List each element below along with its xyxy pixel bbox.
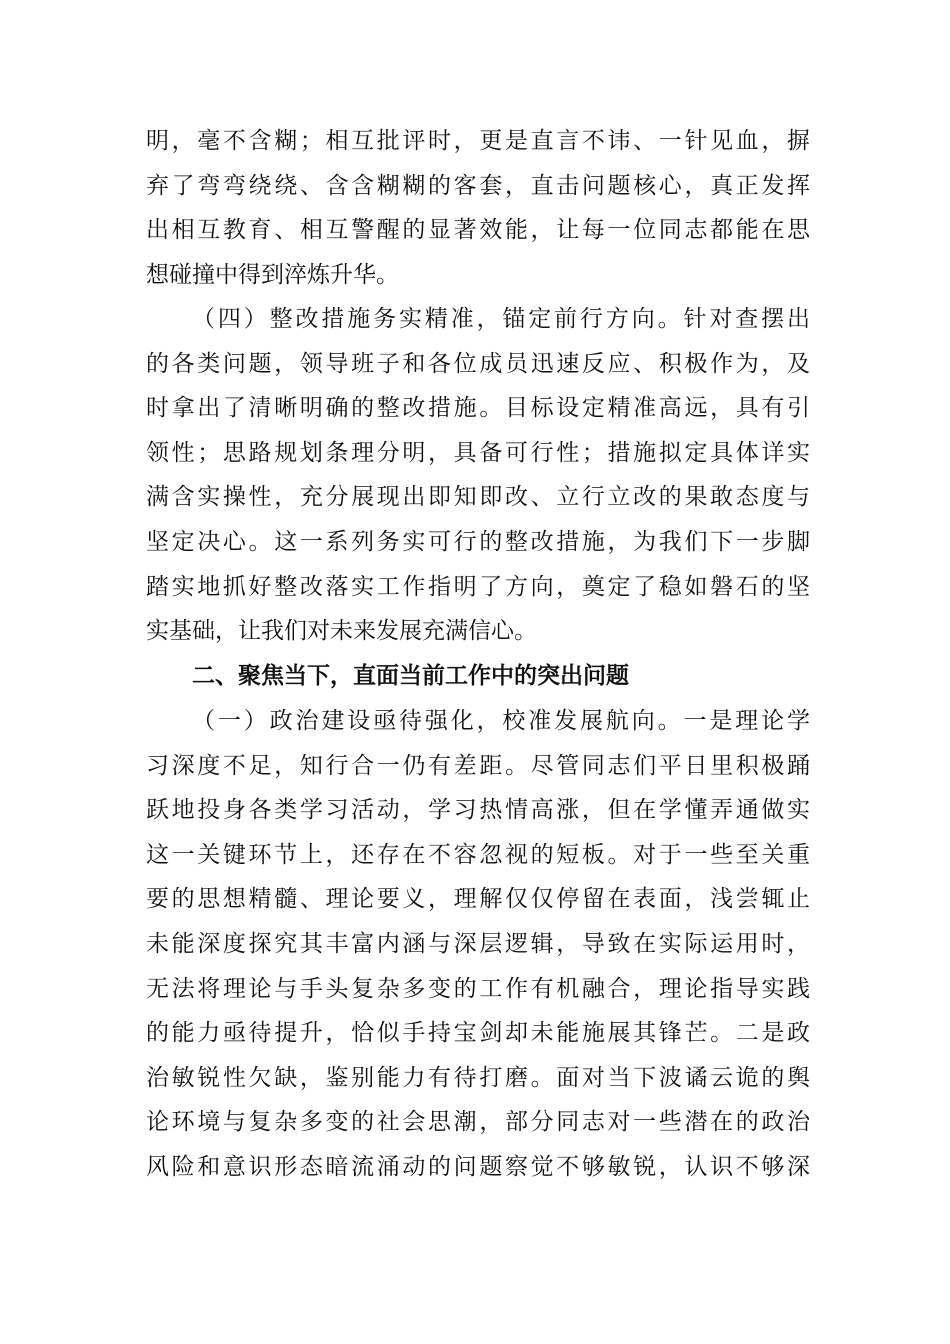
text-line: （一）政治建设亟待强化，校准发展航向。一是理论学 bbox=[192, 708, 810, 734]
heading-text: 二、聚焦当下，直面当前工作中的突出问题 bbox=[192, 663, 629, 689]
paragraph-rectification-measures bbox=[146, 297, 810, 654]
text-line: 这一关键环节上，还存在不容忽视的短板。对于一些至关重 bbox=[146, 841, 810, 868]
text-line: 论环境与复杂多变的社会思潮，部分同志对一些潜在的政治 bbox=[146, 1109, 810, 1136]
text-line: 要的思想精髓、理论要义，理解仅仅停留在表面，浅尝辄止 bbox=[146, 886, 810, 913]
text-line: 踏实地抓好整改落实工作指明了方向，奠定了稳如磐石的坚 bbox=[146, 573, 810, 600]
text-line: 风险和意识形态暗流涌动的问题察觉不够敏锐，认识不够深 bbox=[146, 1153, 810, 1180]
text-line: 时拿出了清晰明确的整改措施。目标设定精准高远，具有引 bbox=[146, 395, 810, 422]
text-line: 习深度不足，知行合一仍有差距。尽管同志们平日里积极踊 bbox=[146, 752, 810, 779]
text-line: 实基础，让我们对未来发展充满信心。 bbox=[146, 618, 537, 645]
text-line: 想碰撞中得到淬炼升华。 bbox=[146, 261, 399, 288]
text-line: 弃了弯弯绕绕、含含糊糊的客套，直击问题核心，真正发挥 bbox=[146, 172, 810, 199]
text-line: 的能力亟待提升，恰似手持宝剑却未能施展其锋芒。二是政 bbox=[146, 1020, 810, 1047]
text-line: 坚定决心。这一系列务实可行的整改措施，为我们下一步脚 bbox=[146, 528, 810, 555]
text-line: 无法将理论与手头复杂多变的工作有机融合，理论指导实践 bbox=[146, 975, 810, 1002]
text-line: 未能深度探究其丰富内涵与深层逻辑，导致在实际运用时， bbox=[146, 930, 810, 957]
text-line: 出相互教育、相互警醒的显著效能，让每一位同志都能在思 bbox=[146, 217, 810, 244]
section-heading bbox=[146, 654, 810, 699]
text-line: 跃地投身各类学习活动，学习热情高涨，但在学懂弄通做实 bbox=[146, 797, 810, 824]
text-line: 领性；思路规划条理分明，具备可行性；措施拟定具体详实 bbox=[146, 439, 810, 466]
text-line: 明，毫不含糊；相互批评时，更是直言不讳、一针见血，摒 bbox=[146, 128, 810, 154]
paragraph-continuation bbox=[146, 119, 810, 297]
text-line: 治敏锐性欠缺，鉴别能力有待打磨。面对当下波谲云诡的舆 bbox=[146, 1064, 810, 1091]
text-line: 的各类问题，领导班子和各位成员迅速反应、积极作为，及 bbox=[146, 350, 810, 377]
text-line: 满含实操性，充分展现出即知即改、立行立改的果敢态度与 bbox=[146, 484, 810, 511]
paragraph-political-construction bbox=[146, 699, 810, 1190]
text-line: （四）整改措施务实精准，锚定前行方向。针对查摆出 bbox=[192, 306, 810, 332]
